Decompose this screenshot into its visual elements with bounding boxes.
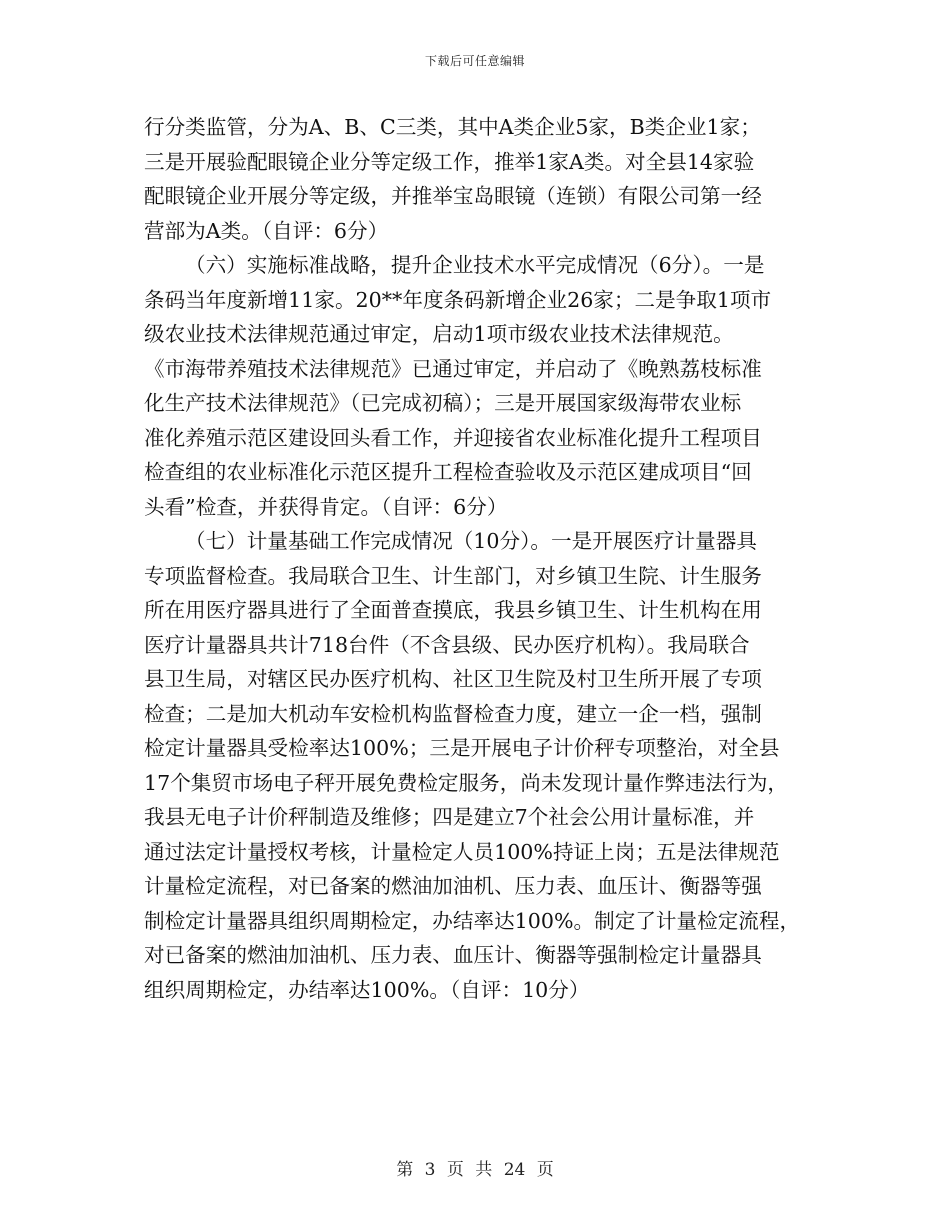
text-line: 准化养殖示范区建设回头看工作，并迎接省农业标准化提升工程项目 [144,425,762,450]
text-line: 配眼镜企业开展分等定级，并推举宝岛眼镜（连锁）有限公司第一经 [144,184,762,208]
document-body [144,110,809,1007]
text-line: 级农业技术法律规范通过审定，启动1项市级农业技术法律规范。 [144,322,734,346]
text-line: 三是开展验配眼镜企业分等定级工作，推举1家A类。对全县14家验 [144,149,755,174]
text-line: 专项监督检查。我局联合卫生、计生部门，对乡镇卫生院、计生服务 [144,563,762,588]
paragraph-7-metrology [144,524,809,1007]
page-header: 下载后可任意编辑 [424,54,525,68]
text-line: 行分类监管，分为A、B、C三类，其中A类企业5家，B类企业1家； [144,115,761,139]
text-line: 化生产技术法律规范》（已完成初稿）；三是开展国家级海带农业标 [144,391,742,415]
text-line: （七）计量基础工作完成情况（10分）。一是开展医疗计量器具 [185,529,757,553]
text-line: 所在用医疗器具进行了全面普查摸底，我县乡镇卫生、计生机构在用 [144,598,762,622]
text-line: （六）实施标准战略，提升企业技术水平完成情况（6分）。一是 [185,253,765,277]
text-line: 县卫生局，对辖区民办医疗机构、社区卫生院及村卫生所开展了专项 [144,667,762,691]
text-line: 头看”检查，并获得肯定。（自评：6分） [144,494,508,519]
text-line: 医疗计量器具共计718台件（不含县级、民办医疗机构）。我局联合 [144,632,750,657]
text-line: 检查；二是加大机动车安检机构监督检查力度，建立一企一档，强制 [144,701,762,726]
text-line: 制检定计量器具组织周期检定，办结率达100%。制定了计量检定流程， [144,908,801,933]
text-line: 对已备案的燃油加油机、压力表、血压计、衡器等强制检定计量器具 [144,943,762,967]
text-line: 组织周期检定，办结率达100%。（自评：10分） [144,977,590,1002]
text-line: 检定计量器具受检率达100%；三是开展电子计价秤专项整治，对全县 [144,736,780,760]
text-line: 我县无电子计价秤制造及维修；四是建立7个社会公用计量标准，并 [144,805,755,829]
text-line: 《市海带养殖技术法律规范》已通过审定，并启动了《晚熟荔枝标准 [144,356,762,381]
text-line: 计量检定流程，对已备案的燃油加油机、压力表、血压计、衡器等强 [144,874,762,898]
text-line: 17个集贸市场电子秤开展免费检定服务，尚未发现计量作弊违法行为， [144,770,789,795]
text-line: 检查组的农业标准化示范区提升工程检查验收及示范区建成项目“回 [144,460,752,484]
page-number-footer: 第 3 页 共 24 页 [396,1160,554,1180]
paragraph-6-standards [144,248,809,524]
text-line: 条码当年度新增11家。20**年度条码新增企业26家；二是争取1项市 [144,287,772,312]
text-line: 通过法定计量授权考核，计量检定人员100%持证上岗；五是法律规范 [144,839,780,864]
text-line: 营部为A类。（自评：6分） [144,218,389,243]
paragraph-5-continued [144,110,809,248]
